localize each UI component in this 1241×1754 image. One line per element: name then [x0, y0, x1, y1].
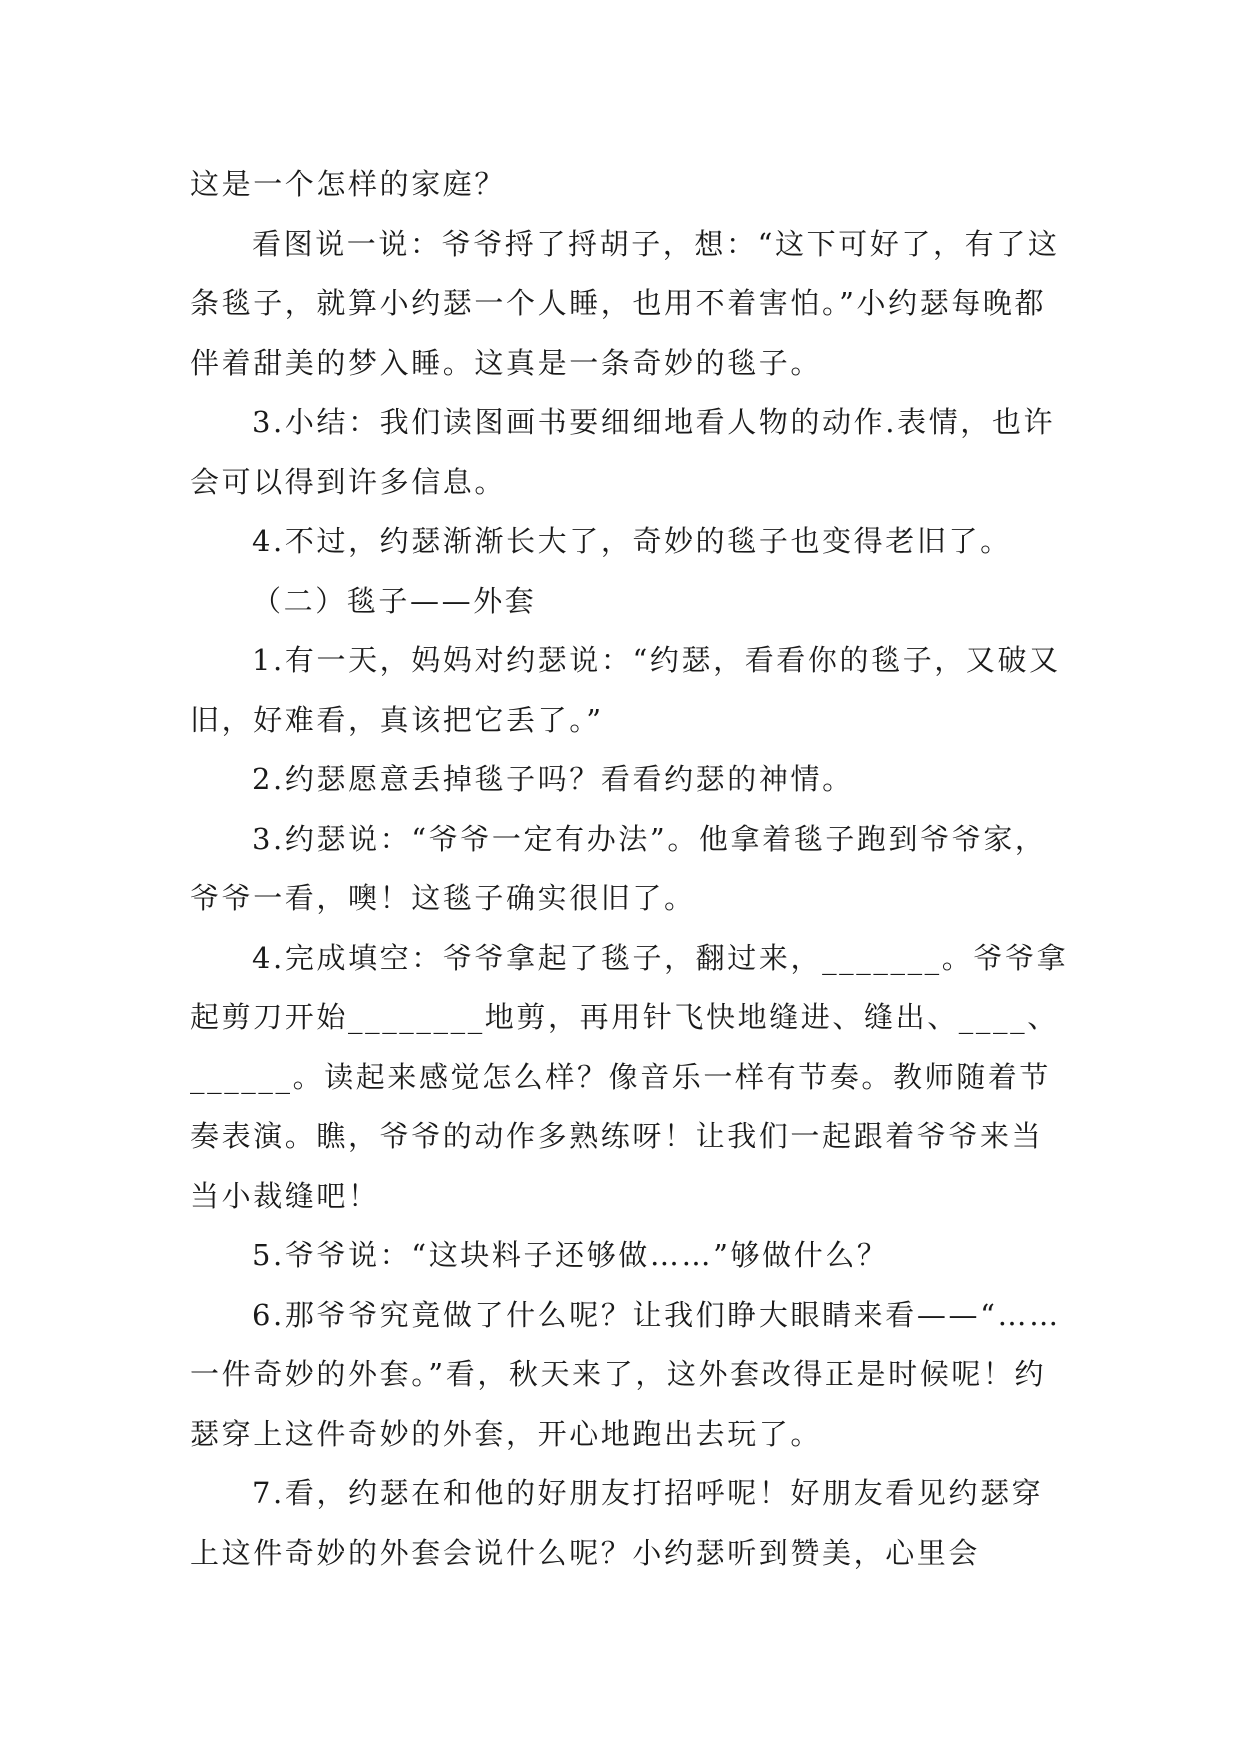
- paragraph: 6.那爷爷究竟做了什么呢？让我们睁大眼睛来看——“……一件奇妙的外套。”看，秋天来了，这外套改得正是时候呢！约瑟穿上这件奇妙的外套，开心地跑出去玩了。: [190, 1297, 1061, 1451]
- paragraph: 1.有一天，妈妈对约瑟说：“约瑟，看看你的毯子，又破又旧，好难看，真该把它丢了。”: [190, 643, 1061, 737]
- paragraph: 3.小结：我们读图画书要细细地看人物的动作.表情，也许会可以得到许多信息。: [190, 405, 1056, 499]
- paragraph: 看图说一说：爷爷捋了捋胡子，想：“这下可好了，有了这条毯子，就算小约瑟一个人睡，也用不着害怕。”小约瑟每晚都伴着甜美的梦入睡。这真是一条奇妙的毯子。: [190, 226, 1060, 380]
- paragraph: 7.看，约瑟在和他的好朋友打招呼呢！好朋友看见约瑟穿上这件奇妙的外套会说什么呢？小约瑟听到赞美，心里会: [190, 1476, 1044, 1570]
- paragraph: 4.不过，约瑟渐渐长大了，奇妙的毯子也变得老旧了。: [252, 524, 1012, 558]
- paragraph: 4.完成填空：爷爷拿起了毯子，翻过来，_______。爷爷拿起剪刀开始________地剪，再用针飞快地缝进、缝出、____、______。读起来感觉怎么样？像音乐一样有节奏。教师随着节奏表演。瞧，爷爷的动作多熟练呀！让我们一起跟着爷爷来当当小裁缝吧！: [190, 940, 1069, 1213]
- body-text: [190, 155, 1070, 1583]
- paragraph: 2.约瑟愿意丢掉毯子吗？看看约瑟的神情。: [252, 762, 854, 796]
- section-heading: （二）毯子——外套: [252, 583, 537, 618]
- paragraph: 3.约瑟说：“爷爷一定有办法”。他拿着毯子跑到爷爷家，爷爷一看，噢！这毯子确实很旧了。: [190, 821, 1047, 915]
- paragraph: 这是一个怎样的家庭？: [190, 167, 507, 201]
- paragraph: 5.爷爷说：“这块料子还够做……”够做什么？: [252, 1238, 889, 1272]
